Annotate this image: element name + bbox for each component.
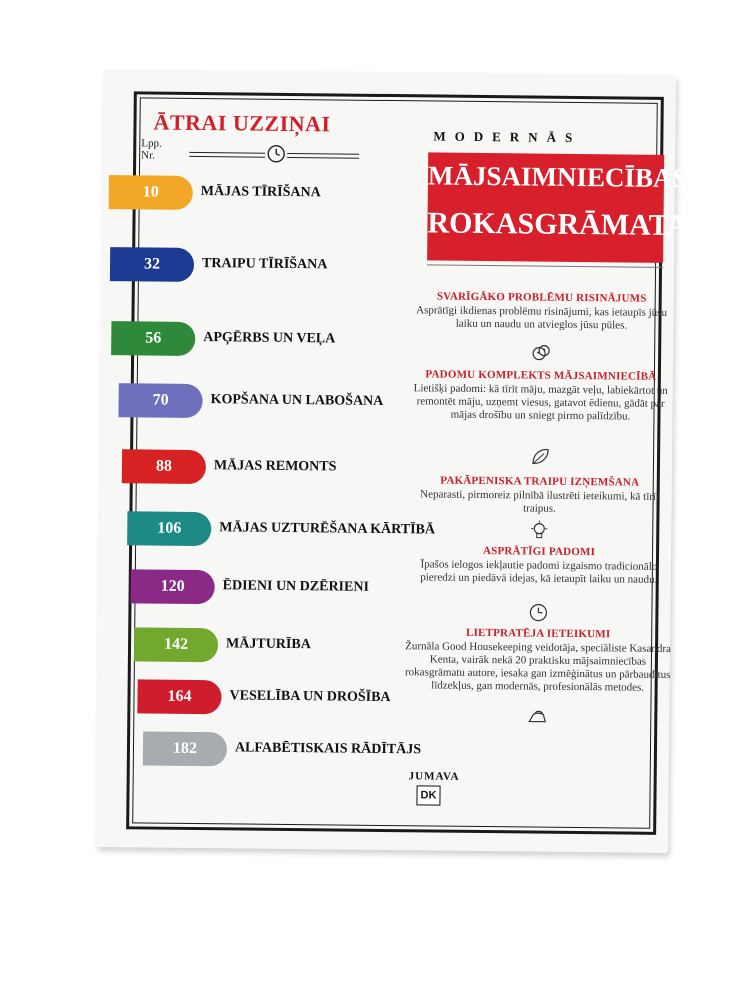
toc-row	[122, 449, 422, 486]
toc-label: ALFABĒTISKAIS RĀDĪTĀJS	[234, 740, 422, 758]
toc-page-tab: 10	[109, 175, 193, 210]
feature-section	[407, 290, 675, 333]
sponge-icon	[530, 342, 552, 364]
feature-section	[406, 368, 675, 424]
dk-logo: DK	[416, 785, 440, 805]
toc-row	[127, 511, 436, 548]
feature-heading: LIETPRATĒJA IETEIKUMI	[466, 626, 611, 641]
feature-text: Žurnāla Good Housekeeping veidotāja, speciāliste Kasandra Kenta, vairāk nekā 20 praktisku mājsaimniecības rokasgrāmatu autore, iesaka gan izmēģinātus un pārbaudītus līdzekļus, gan modernās, profesionālās metodes.	[404, 640, 671, 694]
iron-icon	[526, 705, 548, 727]
toc-label: ĒDIENI UN DZĒRIENI	[222, 578, 370, 595]
page-number-label: Lpp. Nr.	[141, 137, 162, 162]
toc-row	[134, 627, 434, 664]
book-title-box	[427, 152, 689, 262]
toc-label: MĀJAS TĪRĪŠANA	[200, 184, 321, 201]
feature-text: Neparasti, pirmoreiz pilnībā ilustrēti ieteikumi, kā tīrīt traipus.	[420, 488, 660, 515]
feature-heading: ASPRĀTĪGI PADOMI	[482, 545, 596, 559]
feature-heading: SVARĪGĀKO PROBLĒMU RISINĀJUMS	[436, 290, 647, 305]
toc-row	[130, 569, 430, 606]
toc-row	[111, 321, 411, 358]
toc-label: TRAIPU TĪRĪŠANA	[201, 256, 328, 273]
toc-page-tab: 106	[127, 511, 211, 546]
book-title-line-1: MĀJSAIMNIECĪBAS	[427, 160, 688, 194]
toc-label: KOPŠANA UN LABOŠANA	[210, 392, 384, 409]
toc-row	[143, 731, 443, 768]
feature-heading: PADOMU KOMPLEKTS MĀJSAIMNIECĪBĀ	[425, 368, 657, 383]
lightbulb-icon	[528, 519, 550, 541]
toc-label: VESELĪBA UN DROŠĪBA	[229, 688, 391, 706]
toc-page-tab: 120	[130, 569, 214, 604]
toc-page-tab: 182	[143, 731, 227, 766]
leaf-icon	[529, 445, 551, 467]
publisher-name: JUMAVA	[408, 770, 460, 783]
quick-reference-title: ĀTRAI UZZIŅAI	[153, 109, 331, 137]
toc-row	[137, 679, 437, 716]
feature-text: Asprātīgi ikdienas problēmu risinājumi, kas ietaupīs jūsu laiku un naudu un atvieglos jūsu pūles.	[416, 304, 668, 332]
toc-label: MĀJAS UZTURĒŠANA KĀRTĪBĀ	[219, 520, 436, 538]
feature-text: Lietišķi padomi: kā tīrīt māju, mazgāt veļu, labiekārtot un remontēt māju, uzņemt viesus, gatavot ēdienu, gādāt par mājas drošību un sniegt pirmo palīdzību.	[413, 382, 668, 423]
toc-page-tab: 56	[111, 321, 195, 356]
title-overline: MODERNĀS	[433, 128, 582, 146]
feature-heading: PAKĀPENISKA TRAIPU IZŅEMŠANA	[440, 474, 640, 489]
feature-section	[405, 474, 673, 517]
clock-icon	[527, 601, 549, 623]
feature-text: Īpašos ielogos iekļautie padomi izgaismo tradicionālo pieredzi un piedāvā idejas, kā ietaupīt laiku un naudu.	[420, 558, 658, 586]
toc-row	[118, 383, 418, 420]
feature-section	[404, 626, 673, 695]
toc-page-tab: 164	[137, 679, 221, 714]
feature-section	[405, 544, 673, 587]
clock-icon	[265, 143, 287, 165]
toc-page-tab: 32	[110, 247, 194, 282]
toc-page-tab: 88	[122, 449, 206, 484]
publisher-block	[408, 770, 460, 805]
toc-label: MĀJTURĪBA	[225, 636, 311, 653]
toc-page-tab: 142	[134, 627, 218, 662]
toc-label: APĢĒRBS UN VEĻA	[203, 330, 336, 347]
toc-page-tab: 70	[118, 383, 202, 418]
toc-row	[110, 247, 410, 284]
toc-label: MĀJAS REMONTS	[213, 458, 337, 475]
toc-row	[109, 175, 409, 212]
book-back-cover	[96, 69, 689, 853]
book-title-line-2: ROKASGRĀMATA	[427, 206, 689, 243]
